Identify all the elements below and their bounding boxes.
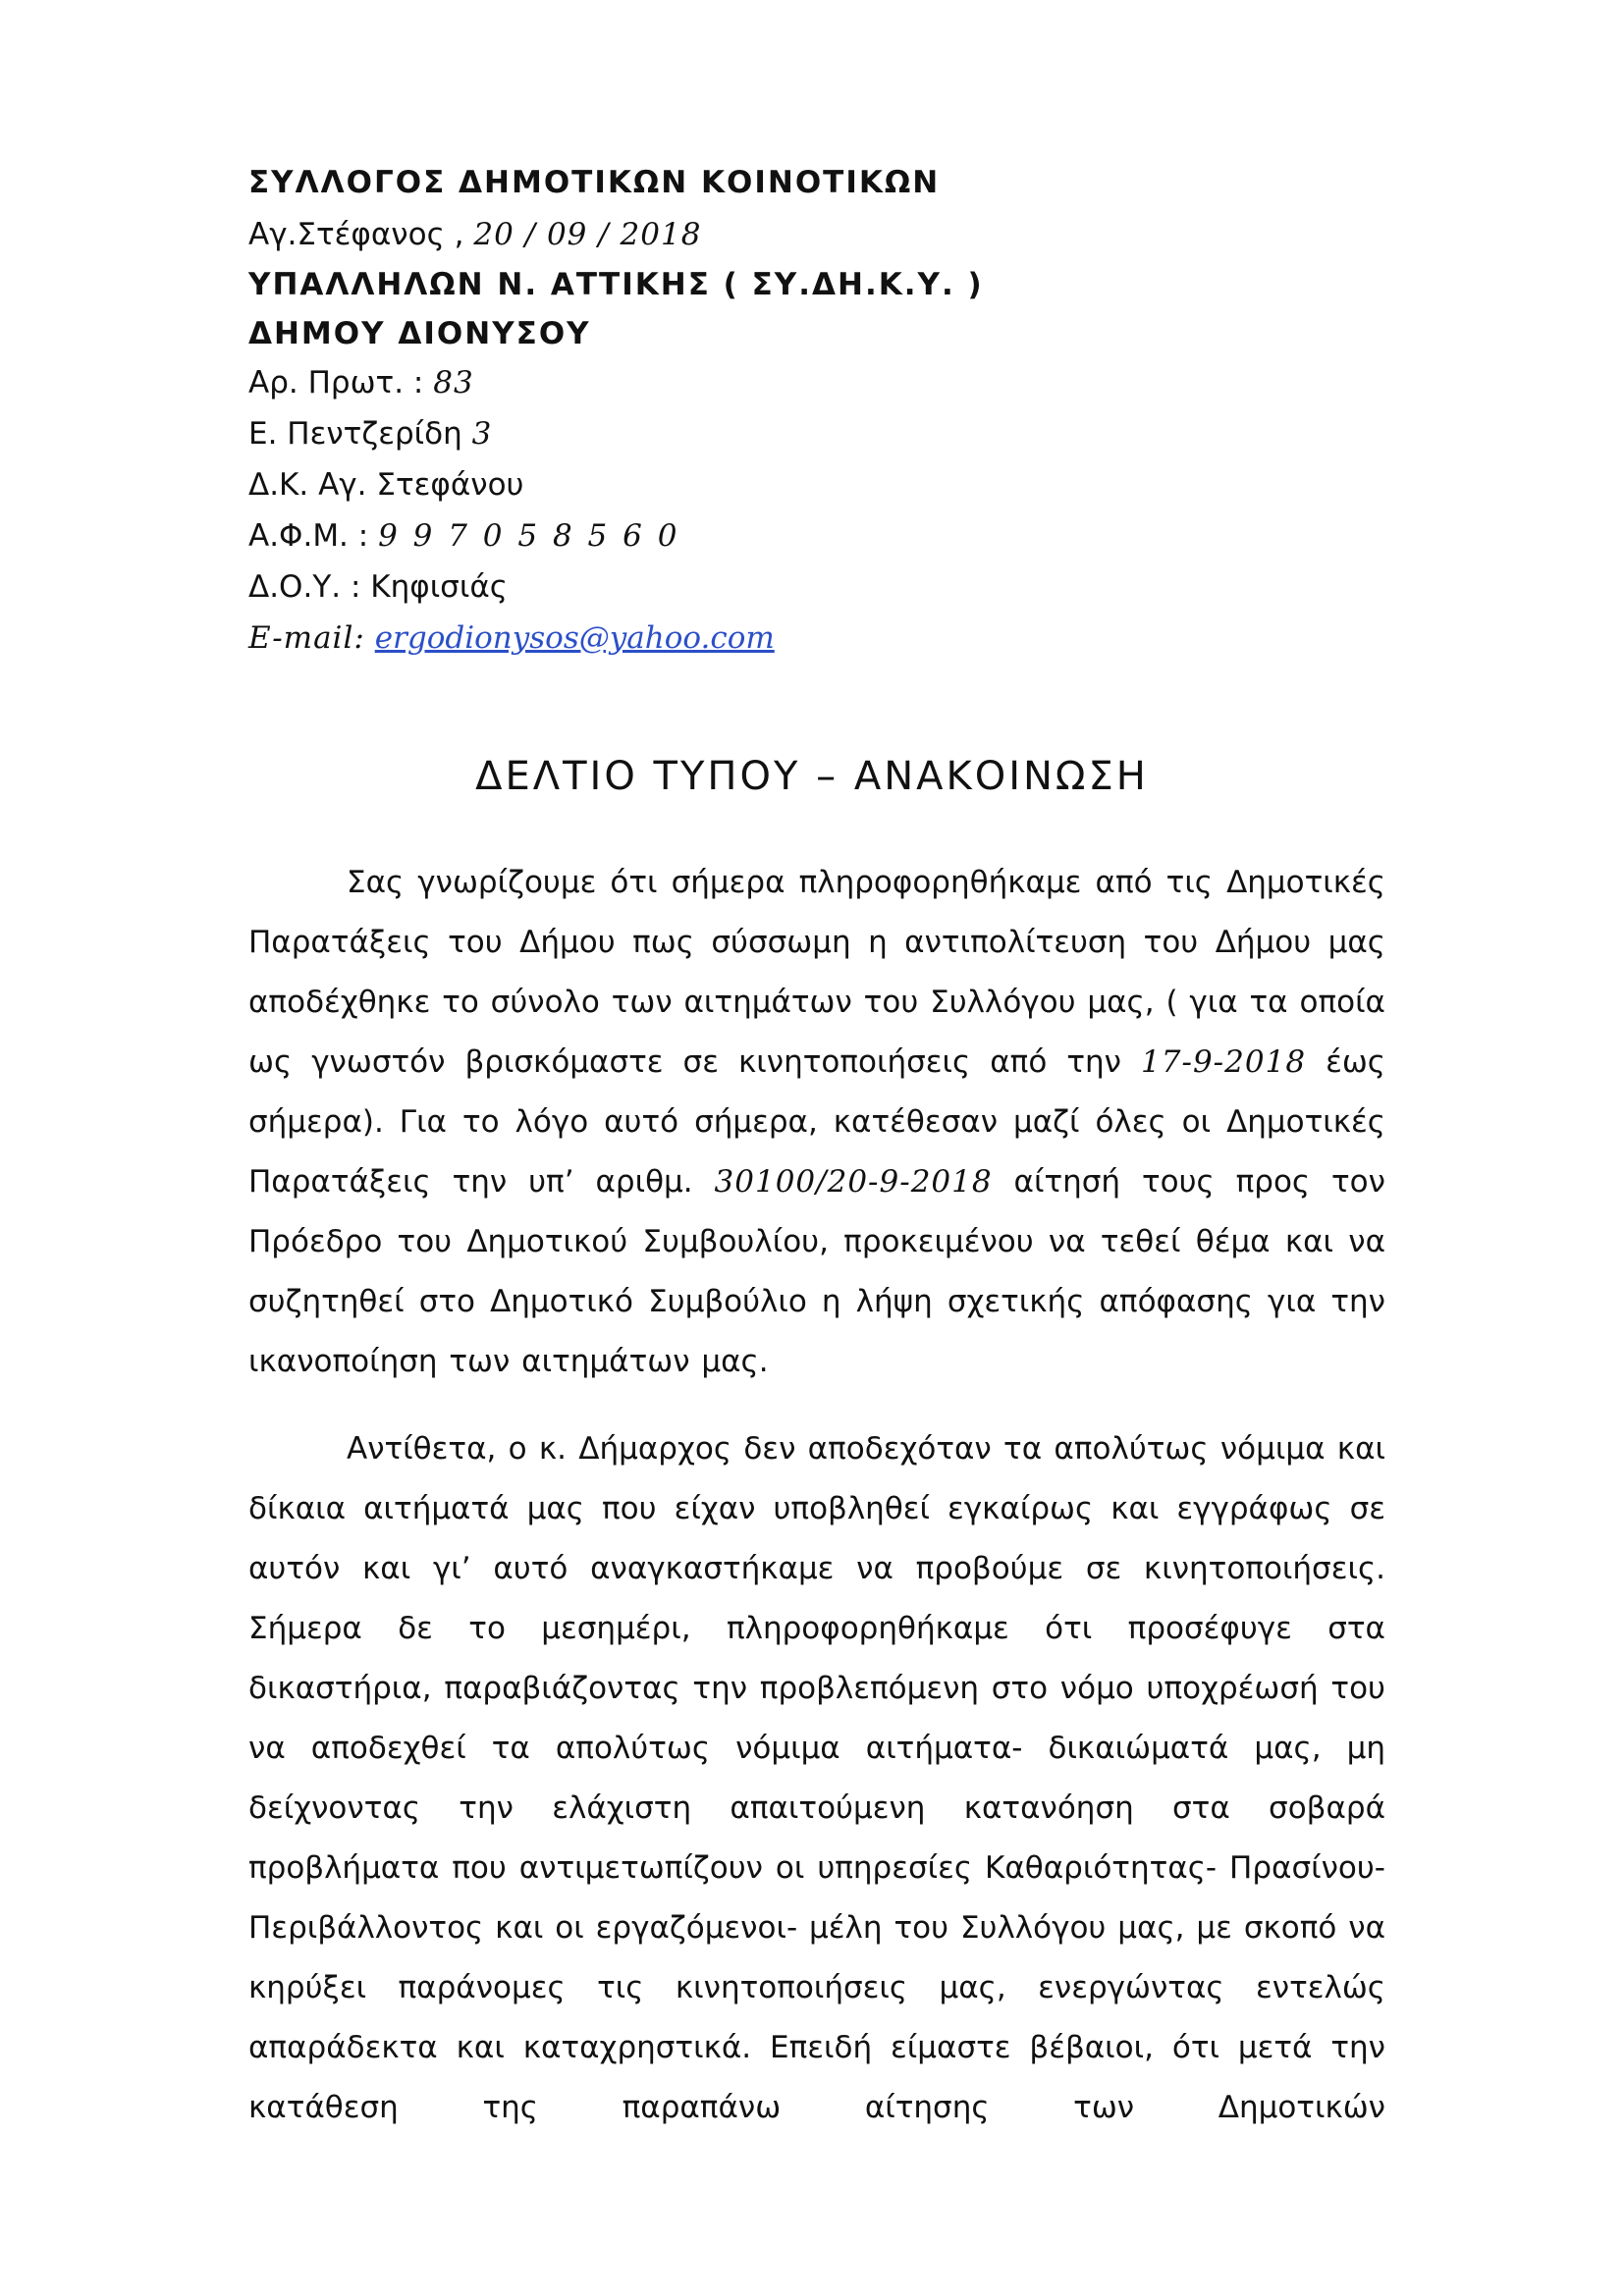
postal-line: Δ.Κ. Αγ. Στεφάνου — [248, 467, 524, 503]
doy-label: Δ.Ο.Υ. : — [248, 569, 361, 605]
address-line — [248, 414, 492, 454]
paragraph-1 — [248, 853, 1385, 1392]
email-link[interactable]: ergodionysos@yahoo.com — [374, 620, 775, 656]
press-release-title: ΔΕΛΤΙΟ ΤΥΠΟΥ – ΑΝΑΚΟΙΝΩΣΗ — [475, 754, 1149, 799]
address-number: 3 — [471, 416, 493, 452]
doy-line — [248, 567, 508, 607]
place-date-line — [248, 215, 701, 254]
protocol-line — [248, 363, 474, 402]
document-date: 20 / 09 / 2018 — [473, 217, 702, 252]
afm-value: 9 9 7 0 5 8 5 6 0 — [378, 518, 680, 554]
application-reference: 30100/20-9-2018 — [714, 1164, 993, 1200]
paragraph-2 — [248, 1419, 1385, 2138]
address-street: Ε. Πεντζερίδη — [248, 416, 462, 452]
email-label: E-mail: — [248, 620, 365, 656]
strike-start-date: 17-9-2018 — [1141, 1044, 1307, 1080]
paragraph-1-part-2: έως σήμερα). Για το λόγο αυτό σήμερα, κατέθεσαν μαζί όλες οι Δημοτικές Παρατάξεις την υπ’ αριθμ. — [248, 1044, 1386, 1200]
org-name-line3: ΔΗΜΟΥ ΔΙΟΝΥΣΟΥ — [248, 316, 591, 351]
afm-label: Α.Φ.Μ. : — [248, 518, 369, 554]
paragraph-1-part-1: Σας γνωρίζουμε ότι σήμερα πληροφορηθήκαμε από τις Δημοτικές Παρατάξεις του Δήμου πως σύσσωμη η αντιπολίτευση του Δήμου μας αποδέχθηκε το σύνολο των αιτημάτων του Συλλόγου μας, ( για τα οποία ως γνωστόν βρισκόμαστε σε κινητοποιήσεις από την — [248, 865, 1385, 1080]
paragraph-1-part-3: αίτησή τους προς τον Πρόεδρο του Δημοτικού Συμβουλίου, προκειμένου να τεθεί θέμα και να συζητηθεί στο Δημοτικό Συμβούλιο η λήψη σχετικής απόφασης για την ικανοποίηση των αιτημάτων μας. — [248, 1164, 1385, 1379]
protocol-number: 83 — [433, 365, 474, 400]
protocol-label: Αρ. Πρωτ. : — [248, 365, 424, 400]
org-name-line1: ΣΥΛΛΟΓΟΣ ΔΗΜΟΤΙΚΩΝ ΚΟΙΝΟΤΙΚΩΝ — [248, 165, 941, 200]
paragraph-2-text: Αντίθετα, ο κ. Δήμαρχος δεν αποδεχόταν τα απολύτως νόμιμα και δίκαια αιτήματά μας που είχαν υποβληθεί εγκαίρως και εγγράφως σε αυτόν και γι’ αυτό αναγκαστήκαμε να προβούμε σε κινητοποιήσεις. Σήμερα δε το μεσημέρι, πληροφορηθήκαμε ότι προσέφυγε στα δικαστήρια, παραβιάζοντας την προβλεπόμενη στο νόμο υποχρέωσή του να αποδεχθεί τα απολύτως νόμιμα αιτήματα- δικαιώματά μας, μη δείχνοντας την ελάχιστη απαιτούμενη κατανόηση στα σοβαρά προβλήματα που αντιμετωπίζουν οι υπηρεσίες Καθαριότητας- Πρασίνου- Περιβάλλοντος και οι εργαζόμενοι- μέλη του Συλλόγου μας, με σκοπό να κηρύξει παράνομες τις κινητοποιήσεις μας, ενεργώντας εντελώς απαράδεκτα και καταχρηστικά. Επειδή είμαστε βέβαιοι, ότι μετά την κατάθεση της παραπάνω αίτησης των Δημοτικών — [248, 1431, 1385, 2125]
org-name-line2: ΥΠΑΛΛΗΛΩΝ Ν. ΑΤΤΙΚΗΣ ( ΣΥ.ΔΗ.Κ.Υ. ) — [248, 267, 984, 302]
place-label: Αγ.Στέφανος , — [248, 217, 464, 252]
afm-line — [248, 516, 679, 556]
doy-value: Κηφισιάς — [370, 569, 508, 605]
email-line — [248, 618, 775, 658]
